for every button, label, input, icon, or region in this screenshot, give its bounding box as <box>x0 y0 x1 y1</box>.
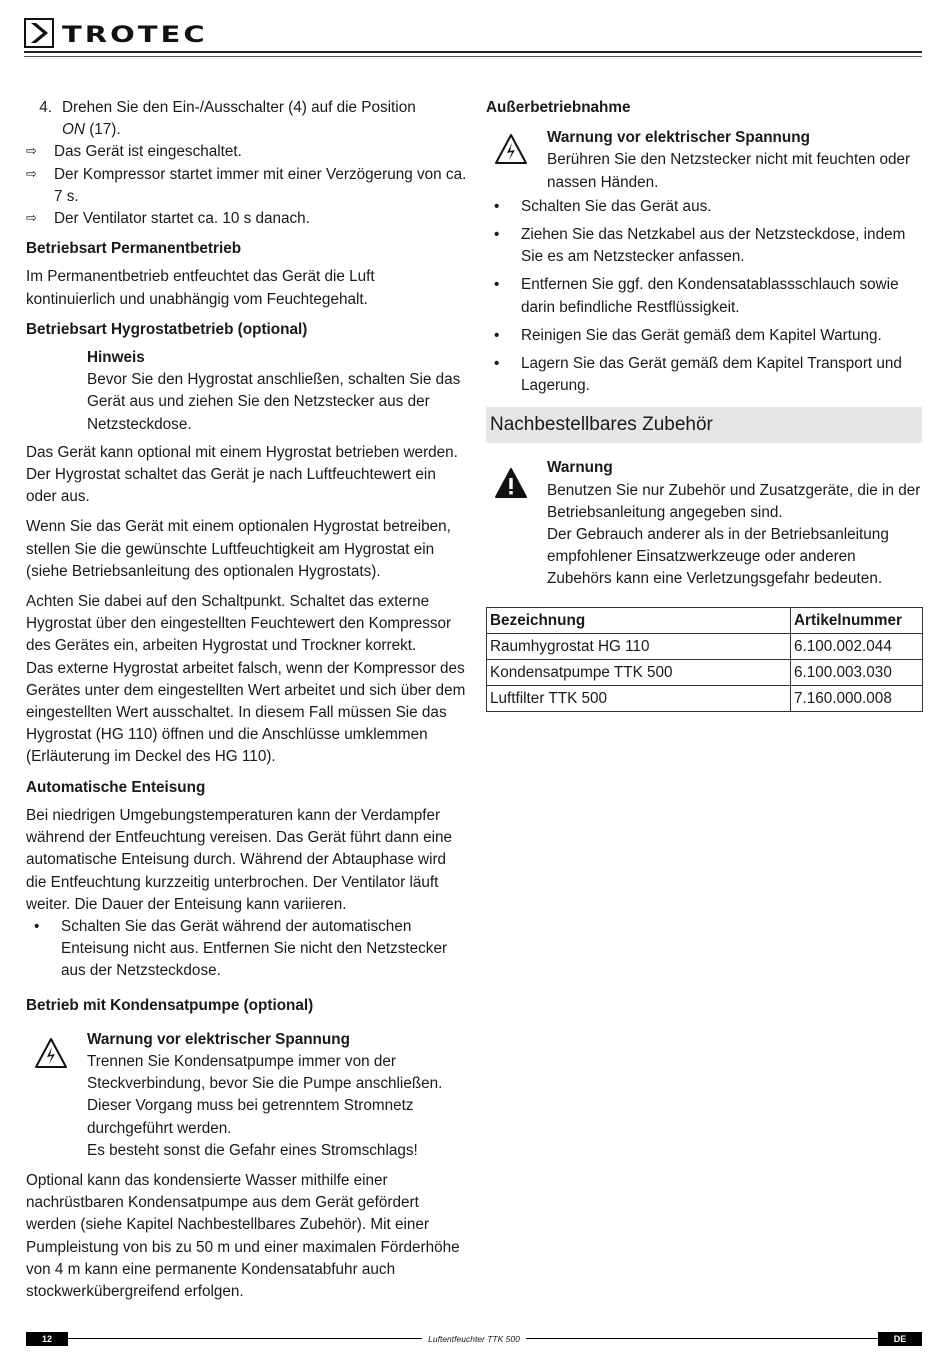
step-text-main: Drehen Sie den Ein-/Ausschalter (4) auf die Position <box>62 99 416 116</box>
paragraph: Bei niedrigen Umgebungstemperaturen kann der Verdampfer während der Entfeuchtung vereisen. Das Gerät führt dann eine automatische Enteisung durch. Während der Abtauphase wird die Entfeuchtung kurzzeitig unterbrochen. Der Ventilator läuft weiter. Die Dauer der Enteisung kann variieren. <box>26 806 453 913</box>
section-heading: Betrieb mit Kondensatpumpe (optional) <box>26 996 314 1014</box>
table-row <box>487 633 923 659</box>
column-header: Bezeichnung <box>487 607 791 633</box>
note-text: Dieser Vorgang muss bei getrenntem Stromnetz durchgeführt werden. <box>87 1097 414 1137</box>
bullet-icon: • <box>34 917 40 935</box>
bullet-icon: • <box>494 326 500 344</box>
note-title: Hinweis <box>87 349 145 367</box>
electric-warning-icon <box>494 133 528 165</box>
table-cell: Luftfilter TTK 500 <box>487 685 791 711</box>
step-text <box>62 97 416 141</box>
note-text: Benutzen Sie nur Zubehör und Zusatzgeräte, die in der Betriebsanleitung angegeben sind. <box>547 481 921 521</box>
electric-warning-note <box>486 127 922 194</box>
hinweis-note <box>26 347 468 436</box>
header-rule-thin <box>24 56 922 57</box>
bullet-item <box>486 224 922 268</box>
bullet-item <box>486 353 922 397</box>
column-header: Artikelnummer <box>791 607 923 633</box>
result-text: Der Kompressor startet immer mit einer Verzögerung von ca. 7 s. <box>54 165 467 205</box>
table-cell: 6.100.002.044 <box>791 633 923 659</box>
table-cell: 7.160.000.008 <box>791 685 923 711</box>
language-badge: DE <box>878 1332 922 1346</box>
step-item <box>26 97 468 141</box>
bullet-item <box>486 274 922 318</box>
bullet-text: Schalten Sie das Gerät während der automatischen Enteisung nicht aus. Entfernen Sie nicht den Netzstecker aus der Netzsteckdose. <box>61 917 448 980</box>
result-text: Das Gerät ist eingeschaltet. <box>54 143 242 161</box>
note-text: Bevor Sie den Hygrostat anschließen, schalten Sie das Gerät aus und ziehen Sie den Netzstecker aus der Netzsteckdose. <box>87 371 461 433</box>
result-item <box>26 208 468 230</box>
brand-name: TROTEC <box>62 20 208 48</box>
header <box>24 18 924 50</box>
arrow-right-outline-icon: ⇨ <box>26 166 37 182</box>
arrow-right-outline-icon: ⇨ <box>26 144 37 160</box>
general-warning-note <box>486 457 922 590</box>
bullet-item <box>26 916 468 983</box>
table-cell: 6.100.003.030 <box>791 659 923 685</box>
section-heading: Betriebsart Hygrostatbetrieb (optional) <box>26 320 308 338</box>
arrow-right-outline-icon: ⇨ <box>26 211 37 227</box>
bullet-icon: • <box>494 226 500 244</box>
left-column <box>26 97 468 1311</box>
result-item <box>26 164 468 208</box>
footer <box>26 1332 922 1346</box>
step-number: 4. <box>39 99 52 116</box>
paragraph: Optional kann das kondensierte Wasser mithilfe einer nachrüstbaren Kondensatpumpe aus dem Gerät gefördert werden (siehe Kapitel Nachbestellbares Zubehör). Mit einer Pumpleistung von bis zu 50 m und einer maximalen Förderhöhe von 4 m kann eine permanente Kondensatabfuhr auch stockwerkübergreifend erfolgen. <box>26 1171 460 1300</box>
step-ref: (17). <box>84 121 121 139</box>
electric-warning-note <box>26 1029 468 1162</box>
section-heading: Außerbetriebnahme <box>486 99 631 116</box>
accessories-table <box>486 607 923 712</box>
section-heading: Betriebsart Permanentbetrieb <box>26 240 242 258</box>
table-row <box>487 659 923 685</box>
table-cell: Raumhygrostat HG 110 <box>487 633 791 659</box>
on-position: ON <box>62 121 85 139</box>
bullet-text: Entfernen Sie ggf. den Kondensatablassschlauch sowie darin befindliche Restflüssigkeit. <box>521 276 899 316</box>
bullet-icon: • <box>494 355 500 373</box>
note-text: Es besteht sonst die Gefahr eines Stromschlags! <box>87 1141 418 1159</box>
paragraph: Wenn Sie das Gerät mit einem optionalen Hygrostat betreiben, stellen Sie die gewünschte Luftfeuchtigkeit am Hygrostat ein (siehe Betriebsanleitung des optionalen Hygrostats). <box>26 518 451 580</box>
general-warning-icon <box>494 467 528 499</box>
bullet-item <box>486 325 922 347</box>
trotec-logo-icon <box>24 18 54 48</box>
bullet-text: Ziehen Sie das Netzkabel aus der Netzsteckdose, indem Sie es am Netzstecker anfassen. <box>521 226 906 266</box>
right-column <box>486 97 922 712</box>
paragraph: Achten Sie dabei auf den Schaltpunkt. Schaltet das externe Hygrostat über den eingestellten Feuchtewert den Kompressor des Gerätes ein, arbeiten Hygrostat und Trockner korrekt. <box>26 593 452 655</box>
electric-warning-icon <box>34 1037 68 1069</box>
note-title: Warnung vor elektrischer Spannung <box>87 1030 350 1048</box>
bullet-icon: • <box>494 276 500 294</box>
bullet-icon: • <box>494 197 500 215</box>
bullet-text: Schalten Sie das Gerät aus. <box>521 197 712 215</box>
bullet-text: Reinigen Sie das Gerät gemäß dem Kapitel Wartung. <box>521 326 882 344</box>
paragraph: Im Permanentbetrieb entfeuchtet das Gerät die Luft kontinuierlich und unabhängig vom Feuchtegehalt. <box>26 268 375 308</box>
section-heading: Automatische Enteisung <box>26 778 206 796</box>
paragraph: Das Gerät kann optional mit einem Hygrostat betrieben werden. Der Hygrostat schaltet das Gerät je nach Luftfeuchtewert ein oder aus. <box>26 443 458 506</box>
result-text: Der Ventilator startet ca. 10 s danach. <box>54 210 310 228</box>
header-rule <box>24 51 922 53</box>
bullet-text: Lagern Sie das Gerät gemäß dem Kapitel Transport und Lagerung. <box>521 355 902 395</box>
note-title: Warnung <box>547 459 613 477</box>
paragraph: Das externe Hygrostat arbeitet falsch, wenn der Kompressor des Gerätes unter dem eingestellten Wert arbeitet und sich über dem eingestellten Wert ausschaltet. In diesem Fall müssen Sie das Hygrostat (HG 110) öffnen und die Anschlüsse umklemmen (Erläuterung im Deckel des HG 110). <box>26 659 466 766</box>
note-title: Warnung vor elektrischer Spannung <box>547 129 810 147</box>
table-header-row <box>487 607 923 633</box>
note-text: Trennen Sie Kondensatpumpe immer von der Steckverbindung, bevor Sie die Pumpe anschließen. <box>87 1052 443 1093</box>
table-row <box>487 685 923 711</box>
footer-title <box>26 1332 922 1346</box>
result-item <box>26 141 468 163</box>
footer-title-text: Luftentfeuchter TTK 500 <box>422 1334 526 1344</box>
table-cell: Kondensatpumpe TTK 500 <box>487 659 791 685</box>
note-text: Der Gebrauch anderer als in der Betriebsanleitung empfohlener Einsatzwerkzeuge oder anderen Zubehörs kann eine Verletzungsgefahr bedeuten. <box>547 526 889 588</box>
note-text: Berühren Sie den Netzstecker nicht mit feuchten oder nassen Händen. <box>547 151 911 191</box>
page-number: 12 <box>26 1332 68 1346</box>
bullet-item <box>486 196 922 218</box>
section-title-bar: Nachbestellbares Zubehör <box>486 407 922 443</box>
